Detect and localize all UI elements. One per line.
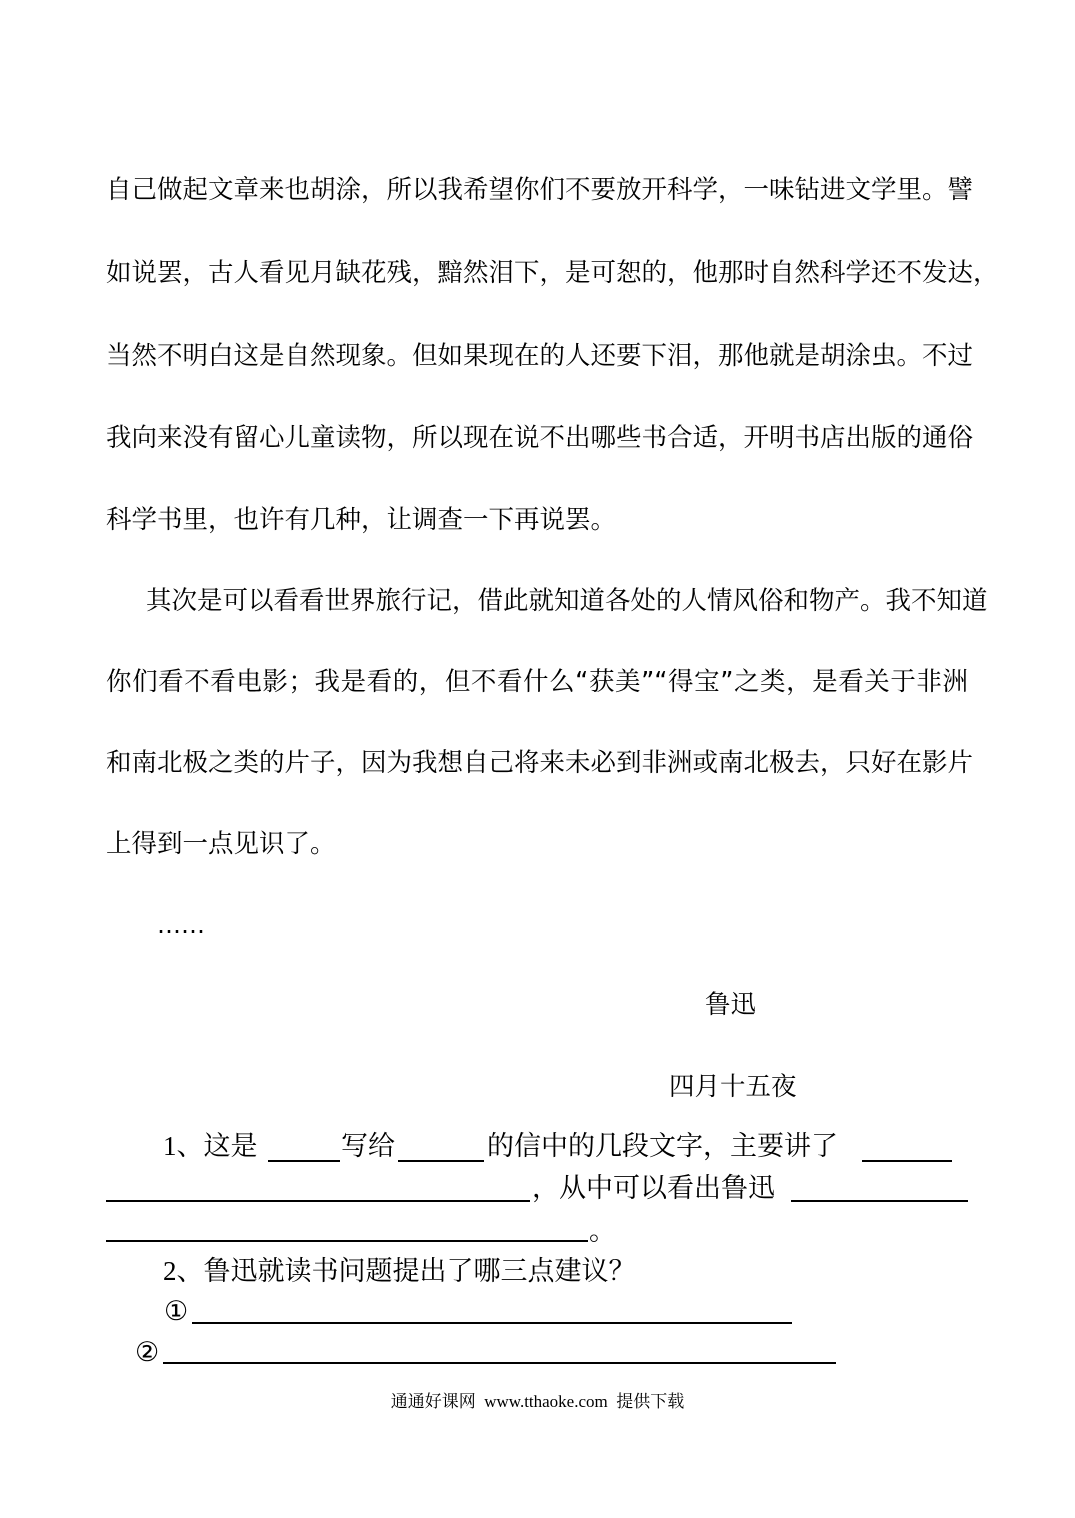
q1-text-part4: ，从中可以看出鲁迅 — [532, 1173, 775, 1203]
q1-blank-conclusion-a[interactable] — [791, 1200, 968, 1202]
q1-text-part1: 1、这是 — [163, 1131, 258, 1161]
q2-text: 2、鲁迅就读书问题提出了哪三点建议？ — [163, 1256, 636, 1286]
passage-line-9: 上得到一点见识了。 — [106, 829, 336, 859]
passage-line-7: 你们看不看电影；我是看的，但不看什么“获美”“得宝”之类，是看关于非洲 — [106, 667, 968, 697]
q1-blank-topic-b[interactable] — [106, 1200, 530, 1202]
q1-text-part5: 。 — [589, 1216, 616, 1246]
passage-line-2: 如说罢，古人看见月缺花残，黯然泪下，是可恕的，他那时自然科学还不发达， — [106, 258, 999, 288]
q2-item2-marker: ② — [135, 1337, 160, 1367]
letter-signature: 鲁迅 — [705, 990, 757, 1020]
passage-line-4: 我向来没有留心儿童读物，所以现在说不出哪些书合适，开明书店出版的通俗 — [106, 423, 974, 453]
passage-ellipsis: …… — [157, 911, 205, 939]
page-footer: 通通好课网 www.tthaoke.com 提供下载 — [390, 1392, 685, 1411]
q2-item1-blank[interactable] — [192, 1322, 792, 1324]
q1-blank-topic-a[interactable] — [862, 1160, 952, 1162]
q2-item1-marker: ① — [164, 1296, 189, 1326]
q2-item2-blank[interactable] — [163, 1362, 836, 1364]
passage-line-6: 其次是可以看看世界旅行记，借此就知道各处的人情风俗和物产。我不知道 — [146, 586, 988, 616]
q1-text-part3: 的信中的几段文字，主要讲了 — [487, 1131, 838, 1161]
q1-blank-conclusion-b[interactable] — [106, 1240, 588, 1242]
passage-line-5: 科学书里，也许有几种，让调查一下再说罢。 — [106, 505, 617, 535]
passage-line-1: 自己做起文章来也胡涂，所以我希望你们不要放开科学，一味钻进文学里。譬 — [106, 175, 974, 205]
passage-line-8: 和南北极之类的片子，因为我想自己将来未必到非洲或南北极去，只好在影片 — [106, 748, 974, 778]
q1-text-part2: 写给 — [341, 1131, 395, 1161]
letter-date: 四月十五夜 — [669, 1072, 797, 1102]
q1-blank-recipient[interactable] — [398, 1160, 484, 1162]
q1-blank-author[interactable] — [268, 1160, 340, 1162]
passage-line-3: 当然不明白这是自然现象。但如果现在的人还要下泪，那他就是胡涂虫。不过 — [106, 341, 974, 371]
